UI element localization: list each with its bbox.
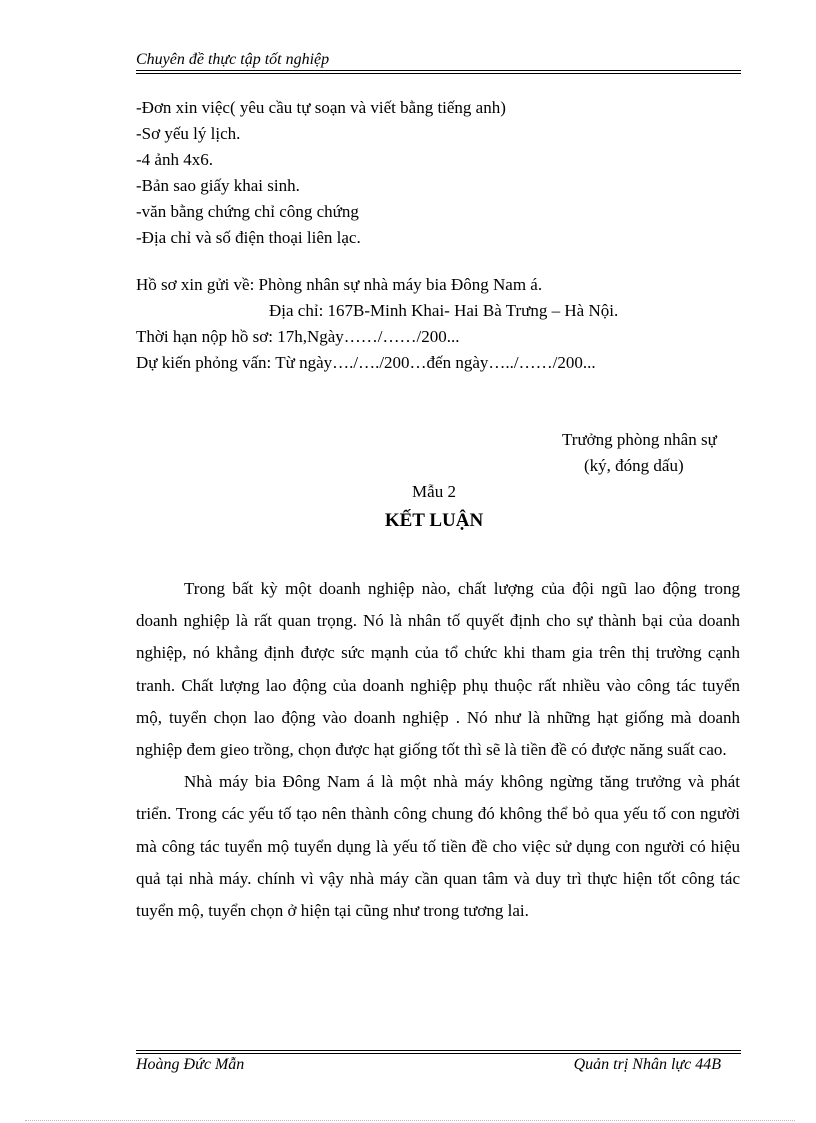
- submission-info: [136, 272, 736, 376]
- submission-deadline: Thời hạn nộp hồ sơ: 17h,Ngày……/……/200...: [136, 327, 460, 346]
- page-edge-divider: [25, 1120, 795, 1121]
- footer-class: Quản trị Nhân lực 44B: [573, 1056, 721, 1073]
- requirement-item: -Đơn xin việc( yêu cầu tự soạn và viết bằng tiếng anh): [136, 98, 506, 117]
- requirement-item: -Sơ yếu lý lịch.: [136, 124, 241, 143]
- conclusion-paragraph: Nhà máy bia Đông Nam á là một nhà máy không ngừng tăng trưởng và phát triển. Trong các yếu tố tạo nên thành công chung đó không thể bỏ qua yếu tố con người mà công tác tuyển mộ tuyển dụng là yếu tố tiền đề cho việc sử dụng con người có hiệu quả tại nhà máy. chính vì vậy nhà máy cần quan tâm và duy trì thực hiện tốt công tác tuyển mộ, tuyển chọn ở hiện tại cũng như trong tương lai.: [136, 772, 740, 921]
- page-header: [136, 50, 741, 74]
- signature-title: Trưởng phòng nhân sự: [562, 430, 717, 449]
- header-rule: [136, 70, 741, 74]
- conclusion-paragraph: Trong bất kỳ một doanh nghiệp nào, chất lượng của đội ngũ lao động trong doanh nghiệp là rất quan trọng. Nó là nhân tố quyết định cho sự thành bại của doanh nghiệp, nó khẳng định được sức mạnh của tổ chức khi tham gia trên thị trường cạnh tranh. Chất lượng lao động của doanh nghiệp phụ thuộc rất nhiều vào công tác tuyển mộ, tuyển chọn lao động vào doanh nghiệp . Nó như là những hạt giống mà doanh nghiệp đem gieo trồng, chọn được hạt giống tốt thì sẽ là tiền đề có được năng suất cao.: [136, 579, 740, 760]
- page-footer: [136, 1050, 741, 1076]
- requirement-item: -4 ảnh 4x6.: [136, 150, 213, 169]
- submission-address: Địa chỉ: 167B-Minh Khai- Hai Bà Trưng – Hà Nội.: [269, 301, 619, 320]
- footer-author: Hoàng Đức Mẫn: [136, 1056, 245, 1073]
- requirement-item: -văn bằng chứng chỉ công chứng: [136, 202, 359, 221]
- footer-row: [136, 1054, 741, 1076]
- submission-interview: Dự kiến phỏng vấn: Từ ngày…./…./200…đến ngày…../……/200...: [136, 353, 596, 372]
- section-title: KẾT LUẬN: [384, 510, 484, 531]
- form-label: Mẫu 2: [412, 482, 456, 501]
- conclusion-body: [136, 573, 740, 927]
- requirement-item: -Bản sao giấy khai sinh.: [136, 176, 300, 195]
- requirement-item: -Địa chỉ và số điện thoại liên lạc.: [136, 228, 361, 247]
- submission-send-to: Hồ sơ xin gửi về: Phòng nhân sự nhà máy bia Đông Nam á.: [136, 275, 543, 294]
- header-title: Chuyên đề thực tập tốt nghiệp: [136, 51, 330, 68]
- signature-block: [562, 427, 782, 479]
- signature-note: (ký, đóng dấu): [584, 456, 684, 475]
- requirements-list: [136, 95, 736, 251]
